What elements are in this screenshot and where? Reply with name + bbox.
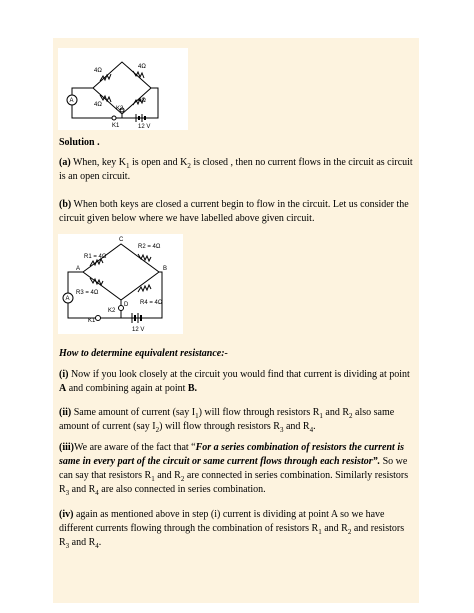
subscript: 2 xyxy=(187,162,191,170)
resistor-zigzag xyxy=(138,254,151,261)
marker: (iii) xyxy=(59,442,74,453)
text: and R xyxy=(283,421,310,432)
text: . xyxy=(98,537,102,548)
circuit-1-svg xyxy=(58,48,188,130)
resistor-label: 4Ω xyxy=(94,102,102,108)
node-label: A xyxy=(76,266,81,272)
resistor-label: R3 = 4Ω xyxy=(76,290,99,296)
resistor-label: R4 = 4Ω xyxy=(140,300,163,306)
text: Same amount of current (say I xyxy=(71,407,196,418)
paragraph-i xyxy=(59,368,415,396)
resistor-label: 4Ω xyxy=(138,64,146,70)
subscript: 2 xyxy=(347,528,352,536)
subscript: 2 xyxy=(180,475,185,483)
text: are also connected in series combination. xyxy=(98,484,266,495)
key-icon xyxy=(112,116,116,120)
subscript: 1 xyxy=(319,412,323,420)
paragraph-iv xyxy=(59,508,415,550)
text: and resistors R xyxy=(59,523,405,548)
document-page xyxy=(53,38,419,603)
paragraph-ii xyxy=(59,406,415,434)
subscript: 1 xyxy=(151,475,155,483)
text: and R xyxy=(69,484,96,495)
key-icon xyxy=(96,316,101,321)
equivalent-resistance-heading: How to determine equivalent resistance:- xyxy=(59,348,228,359)
marker: (a) xyxy=(59,157,71,168)
subscript: 3 xyxy=(65,542,70,550)
point-label: A xyxy=(59,383,67,394)
marker: (i) xyxy=(59,369,69,380)
text: . xyxy=(313,421,316,432)
circuit-diagram-1 xyxy=(58,48,188,130)
node-label: B xyxy=(163,266,168,272)
key-icon xyxy=(119,306,124,311)
text: is open and K xyxy=(129,157,188,168)
text: again as mentioned above in step (i) current is dividing at point A so we have different currents flowing through the combination of resistors R xyxy=(59,509,385,534)
marker: (iv) xyxy=(59,509,74,520)
subscript: 3 xyxy=(279,426,284,434)
marker: (ii) xyxy=(59,407,72,418)
text: We are aware of the fact that “ xyxy=(74,442,196,453)
circuit-2-svg xyxy=(58,234,183,334)
text: and combining again at point xyxy=(66,383,188,394)
solution-heading: Solution . xyxy=(59,137,100,148)
text: are connected in series combination. Similarly resistors R xyxy=(59,470,409,495)
subscript: 1 xyxy=(195,412,199,420)
node-label: D xyxy=(124,302,129,308)
text: ) will flow through resistors R xyxy=(198,407,320,418)
battery-label: 12 V xyxy=(132,327,145,333)
key-label: K1 xyxy=(88,318,96,324)
subscript: 3 xyxy=(65,489,70,497)
subscript: 4 xyxy=(95,542,99,550)
quote-text: For a series combination of resistors the current is same in every part of the circuit or same current flows through each resistor”. xyxy=(59,442,404,467)
paragraph-b xyxy=(59,198,415,226)
text: When both keys are closed a current begin to flow in the circuit. Let us consider the circuit given below where we have labelled above given circuit. xyxy=(59,199,409,224)
text: Now if you look closely at the circuit you would find that current is dividing at point xyxy=(68,369,410,380)
text: also same amount of current (say I xyxy=(59,407,395,432)
paragraph-a xyxy=(59,156,415,184)
resistor-label: 4Ω xyxy=(138,98,146,104)
text: and R xyxy=(69,537,96,548)
subscript: 2 xyxy=(155,426,160,434)
point-label: B. xyxy=(187,383,198,394)
text: and R xyxy=(321,523,348,534)
circuit-diagram-2 xyxy=(58,234,183,334)
subscript: 1 xyxy=(318,528,322,536)
ammeter-label: A xyxy=(65,296,70,302)
subscript: 4 xyxy=(95,489,99,497)
ammeter-label: A xyxy=(69,98,74,104)
resistor-label: R1 = 4Ω xyxy=(84,254,107,260)
paragraph-iii xyxy=(59,441,415,497)
text: is closed , then no current flows in the circuit as circuit is an open circuit. xyxy=(59,157,413,182)
key-label: K1 xyxy=(112,123,120,129)
text: ) will flow through resistors R xyxy=(159,421,280,432)
text: When, key K xyxy=(70,157,127,168)
key-label: K2 xyxy=(108,308,116,314)
subscript: 4 xyxy=(309,426,314,434)
text: and R xyxy=(154,470,181,481)
subscript: 2 xyxy=(349,412,353,420)
resistor-label: 4Ω xyxy=(94,68,102,74)
marker: (b) xyxy=(59,199,72,210)
text: So we can say that resistors R xyxy=(59,456,408,481)
text: and R xyxy=(322,407,350,418)
resistor-label: R2 = 4Ω xyxy=(138,244,161,250)
battery-label: 12 V xyxy=(138,124,151,130)
subscript: 1 xyxy=(126,162,130,170)
node-label: C xyxy=(119,237,124,243)
key-label: K2 xyxy=(116,106,124,112)
